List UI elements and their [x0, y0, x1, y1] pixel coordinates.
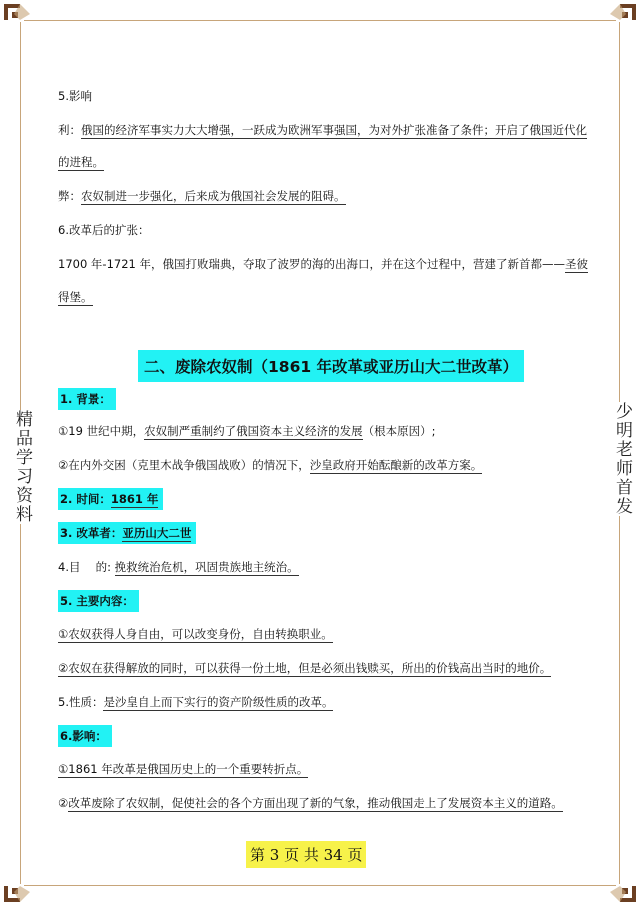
background-item-1	[58, 423, 435, 439]
impact-item-1-text: ①1861 年改革是俄国历史上的一个重要转折点。	[58, 762, 309, 776]
content-title	[58, 590, 139, 612]
nature-line	[58, 694, 333, 710]
con-text: 农奴制进一步强化，后来成为俄国社会发展的阻碍。	[81, 189, 346, 203]
pro-text-1: 俄国的经济军事实力大大增强，一跃成为欧洲军事强国，为对外扩张准备了条件；开启了俄国近代化	[81, 123, 587, 137]
background-item-1-prefix: ①19 世纪中期，	[58, 424, 145, 438]
con-prefix: 弊：	[58, 189, 81, 203]
time-value: 1861 年	[110, 492, 159, 506]
pro-line-1	[58, 122, 587, 138]
background-title-label: 1. 背景：	[58, 388, 116, 410]
expansion-text-1-underlined: 圣彼	[565, 257, 588, 271]
time-highlight	[58, 488, 163, 510]
expansion-line-1	[58, 256, 588, 272]
background-item-2	[58, 457, 482, 473]
con-line	[58, 188, 346, 204]
impact-item-2-prefix: ②	[58, 796, 69, 810]
content-item-1	[58, 626, 333, 642]
reformer-value: 亚历山大二世	[122, 526, 192, 540]
reformer-label: 3. 改革者：	[60, 526, 123, 540]
expansion-title: 6.改革后的扩张：	[58, 223, 150, 237]
content-item-2-text: ②农奴在获得解放的同时，可以获得一份土地，但是必须出钱赎买，所出的价钱高出当时的地价。	[58, 661, 552, 675]
pro-prefix: 利：	[58, 123, 81, 137]
side-label-right: 少明老师首发	[606, 402, 634, 516]
impact-title-2-label: 6.影响：	[58, 725, 112, 747]
content-item-1-text: ①农奴获得人身自由，可以改变身份，自由转换职业。	[58, 627, 333, 641]
impact-item-2-text: 改革废除了农奴制，促使社会的各个方面出现了新的气象，推动俄国走上了发展资本主义的道路。	[68, 796, 563, 810]
expansion-line-2	[58, 289, 93, 305]
background-title	[58, 388, 116, 410]
background-item-2-prefix: ②在内外交困（克里木战争俄国战败）的情况下，	[58, 458, 310, 472]
purpose-label: 4.目 的:	[58, 560, 115, 574]
purpose-line	[58, 559, 299, 575]
background-item-1-underlined: 农奴制严重制约了俄国资本主义经济的发展	[144, 424, 363, 438]
expansion-text-2: 得堡。	[58, 290, 93, 304]
page-number-footer: 第 3 页 共 34 页	[246, 841, 366, 868]
nature-label: 5.性质：	[58, 695, 104, 709]
corner-ornament-top-right	[600, 0, 640, 40]
corner-ornament-bottom-right	[600, 866, 640, 906]
time-line	[58, 488, 163, 510]
impact-title: 5.影响	[58, 89, 92, 103]
expansion-text-1: 1700 年-1721 年，俄国打败瑞典，夺取了波罗的海的出海口，并在这个过程中，营建了新首都——	[58, 257, 565, 271]
impact-item-2	[58, 795, 563, 811]
background-item-1-suffix: （根本原因）;	[362, 424, 436, 438]
pro-line-2	[58, 154, 104, 170]
reformer-highlight	[58, 522, 196, 544]
content-title-label: 5. 主要内容：	[58, 590, 139, 612]
time-label: 2. 时间：	[60, 492, 111, 506]
corner-ornament-top-left	[0, 0, 40, 40]
background-item-2-underlined: 沙皇政府开始酝酿新的改革方案。	[309, 458, 483, 472]
nature-value: 是沙皇自上而下实行的资产阶级性质的改革。	[103, 695, 334, 709]
reformer-line	[58, 522, 196, 544]
section-heading: 二、废除农奴制（1861 年改革或亚历山大二世改革）	[138, 350, 524, 382]
pro-text-2: 的进程。	[58, 155, 104, 169]
frame-top-border	[24, 20, 616, 21]
frame-bottom-border	[24, 885, 616, 886]
side-label-left: 精品学习资料	[6, 410, 34, 524]
content-item-2	[58, 660, 551, 676]
corner-ornament-bottom-left	[0, 866, 40, 906]
purpose-value: 挽救统治危机，巩固贵族地主统治。	[114, 560, 299, 574]
impact-title-2	[58, 725, 112, 747]
impact-item-1	[58, 761, 308, 777]
